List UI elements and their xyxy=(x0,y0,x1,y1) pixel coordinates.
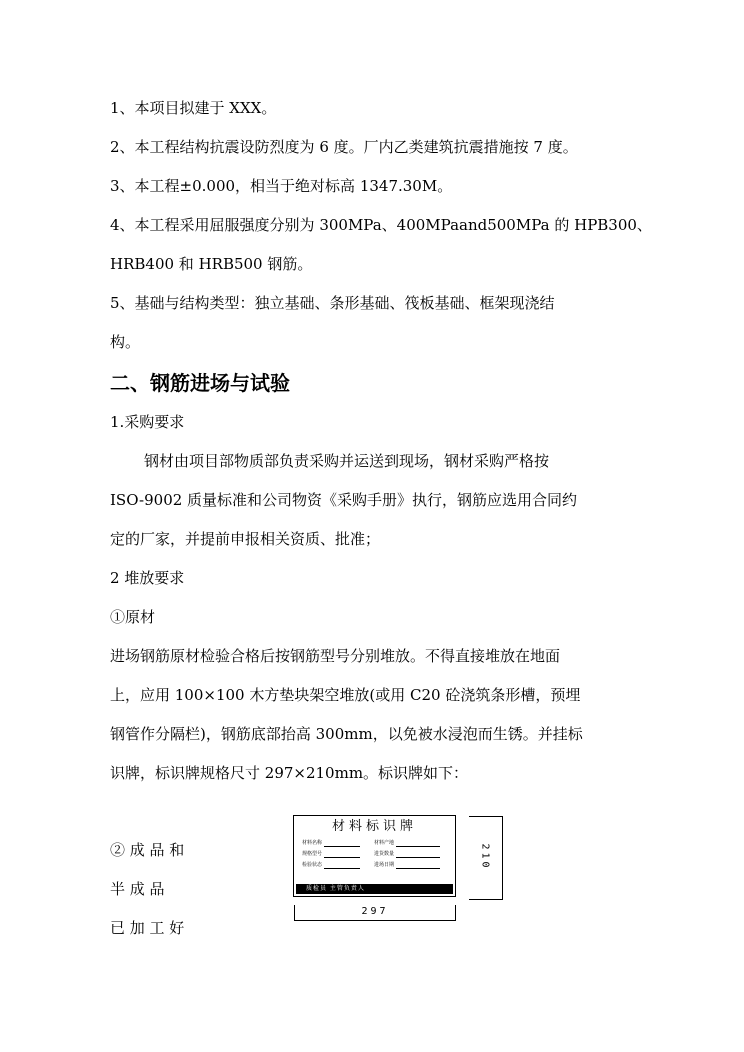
side-text-line-3: 已 加 工 好 xyxy=(110,919,185,937)
height-dimension-label: 210 xyxy=(479,843,491,871)
sign-field: 材料产地 xyxy=(374,840,440,847)
item-raw-material: ①原材 xyxy=(110,608,156,626)
material-sign-diagram xyxy=(293,815,456,897)
paragraph-purchase-line-2: ISO-9002 质量标准和公司物资《采购手册》执行，钢筋应选用合同约 xyxy=(110,491,578,509)
sign-field: 规格型号 xyxy=(302,851,360,858)
text-line-2: 2、本工程结构抗震设防烈度为 6 度。厂内乙类建筑抗震措施按 7 度。 xyxy=(110,138,578,156)
side-text-line-2: 半 成 品 xyxy=(110,880,165,898)
paragraph-storage-line-3: 钢管作分隔栏)，钢筋底部抬高 300mm，以免被水浸泡而生锈。并挂标 xyxy=(110,725,583,743)
sign-field: 材料名称 xyxy=(302,840,360,847)
section-heading: 二、钢筋进场与试验 xyxy=(110,371,290,395)
paragraph-storage-line-1: 进场钢筋原材检验合格后按钢筋型号分别堆放。不得直接堆放在地面 xyxy=(110,647,561,665)
sign-bottom-bar: 质检员 主管负责人 xyxy=(296,884,453,894)
text-line-6: 5、基础与结构类型：独立基础、条形基础、筏板基础、框架现浇结 xyxy=(110,294,555,312)
subsection-storage: 2 堆放要求 xyxy=(110,569,185,587)
paragraph-storage-line-4: 识牌，标识牌规格尺寸 297×210mm。标识牌如下： xyxy=(110,764,469,782)
text-line-3: 3、本工程±0.000，相当于绝对标高 1347.30M。 xyxy=(110,177,453,195)
sign-field: 进货数量 xyxy=(374,851,440,858)
paragraph-storage-line-2: 上，应用 100×100 木方垫块架空堆放(或用 C20 砼浇筑条形槽，预埋 xyxy=(110,686,581,704)
text-line-4: 4、本工程采用屈服强度分别为 300MPa、400MPaand500MPa 的 HPB300、 xyxy=(110,216,652,234)
text-line-7: 构。 xyxy=(110,333,141,351)
text-line-1: 1、本项目拟建于 XXX。 xyxy=(110,99,277,117)
sign-field: 进场日期 xyxy=(374,862,440,869)
text-line-5: HRB400 和 HRB500 钢筋。 xyxy=(110,255,313,273)
paragraph-purchase-line-1: 钢材由项目部物质部负责采购并运送到现场，钢材采购严格按 xyxy=(144,452,550,470)
width-dimension-label: 297 xyxy=(361,906,389,917)
sign-field: 检验状态 xyxy=(302,862,360,869)
subsection-purchase: 1.采购要求 xyxy=(110,413,185,431)
side-text-line-1: ② 成 品 和 xyxy=(110,841,185,859)
paragraph-purchase-line-3: 定的厂家，并提前申报相关资质、批准； xyxy=(110,530,381,548)
sign-title: 材料标识牌 xyxy=(331,819,417,834)
